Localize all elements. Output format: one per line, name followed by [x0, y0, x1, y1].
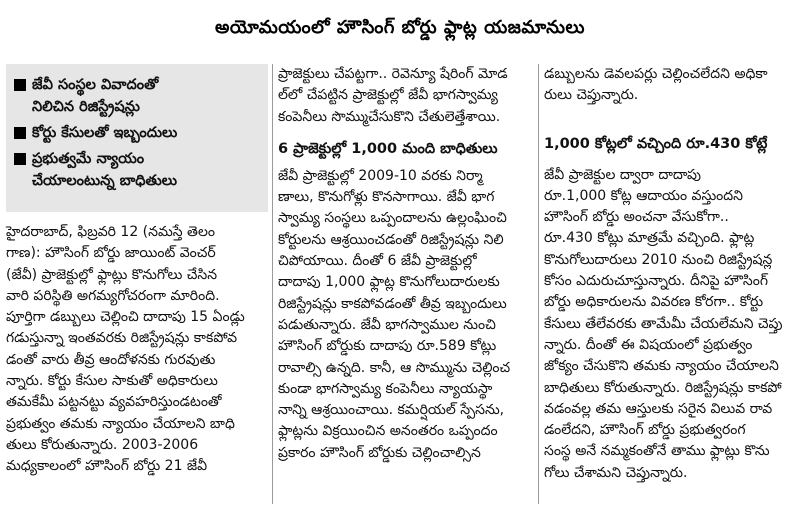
highlight-item: కోర్టు కేసులతో ఇబ్బందులు [6, 120, 268, 146]
article-paragraph: జేవీ ప్రాజెక్టుల ద్వారా దాదాపు రూ.1,000 కోట్ల ఆదాయం వస్తుందని హౌసింగ్ బోర్డు అంచనా వేసుకోగా.. రూ.430 కోట్లు మాత్రమే వచ్చింది. ఫ్లాట్ల కొనుగోలుదారులు 2010 నుంచి రిజిస్ట్రేషన్ల కోసం ఎదురుచూస్తున్నారు. దీనిపై హౌసింగ్ బోర్డు అధికారులను వివరణ కోరగా.. కోర్టు కేసులు తేలేవరకు తామేమీ చేయలేమని చెప్తు న్నారు. దీంతో ఈ విషయంలో ప్రభుత్వం జోక్యం చేసుకొని తమకు న్యాయం చేయాలని బాధితులు కోరుతున్నారు. రిజిస్ట్రేషన్లు కాకపో వడంవల్ల తమ ఆస్తులకు సరైన విలువ రావ డంలేదని, హౌసింగ్ బోర్డు ప్రభుత్వరంగ సంస్థ అనే నమ్మకంతోనే తాము ఫ్లాట్లు కొను గోలు చేశామని చెప్తున్నారు. [544, 166, 783, 481]
article-paragraph: హైదరాబాద్, ఫిబ్రవరి 12 (నమస్తే తెలం గాణ): హౌసింగ్ బోర్డు జాయింట్ వెంచర్ (జేవీ) ప్రాజెక్టుల్లో ఫ్లాట్లు కొనుగోలు చేసిన వారి పరిస్థితి అగమ్యగోచరంగా మారింది. పూర్తిగా డబ్బులు చెల్లించి దాదాపు 15 ఏండ్లు గడుస్తున్నా ఇంతవరకు రిజిస్ట్రేషన్లు కాకపోవ డంతో వారు తీవ్ర ఆందోళనకు గురవుతు న్నారు. కోర్టు కేసుల సాకుతో అధికారులు తమకేమీ పట్టనట్టు వ్యవహరిస్తుండటంతో ప్రభుత్వం తమకు న్యాయం చేయాలని బాధి తులు కోరుతున్నారు. 2003-2006 మధ్యకాలంలో హౌసింగ్ బోర్డు 21 జేవీ [6, 224, 245, 475]
article-column-3 [544, 64, 796, 484]
column-divider [272, 64, 273, 504]
highlights-box [6, 64, 268, 212]
article-headline: అయోమయంలో హౌసింగ్ బోర్డు ఫ్లాట్ల యజమానులు [214, 16, 585, 38]
square-bullet-icon [14, 79, 26, 91]
highlight-item: జేవీ సంస్థల వివాదంతో నిలిచిన రిజిస్ట్రేషన్లు [6, 72, 268, 120]
article-paragraph: ప్రాజెక్టులు చేపట్టగా.. రెవెన్యూ షేరింగ్ మోడ ల్‌లో చేపట్టిన ప్రాజెక్టుల్లో జేవీ భాగస్వామ్య కంపెనీలు సొమ్ముచేసుకొని చేతులెత్తేశాయి. [278, 66, 508, 125]
article-paragraph: జేవీ ప్రాజెక్టుల్లో 2009-10 వరకు నిర్మా ణాలు, కొనుగోళ్లు కొనసాగాయి. జేవీ భాగ స్వామ్య సంస్థలు ఒప్పందాలను ఉల్లంఘించి కోర్టులను ఆశ్రయించడంతో రిజిస్ట్రేషన్లు నిలి చిపోయాయి. దీంతో 6 జేవీ ప్రాజెక్టుల్లో దాదాపు 1,000 ఫ్లాట్ల కొనుగోలుదారులకు రిజిస్ట్రేషన్లు కాకపోవడంతో తీవ్ర ఇబ్బందులు పడుతున్నారు. జేవీ భాగస్వాముల నుంచి హౌసింగ్ బోర్డుకు దాదాపు రూ.589 కోట్లు రావాల్సి ఉన్నది. కానీ, ఆ సొమ్మును చెల్లించ కుండా భాగస్వామ్య కంపెనీలు న్యాయస్థా నాన్ని ఆశ్రయించాయి. కమర్షియల్ స్పేసను, ఫ్లాట్లను విక్రయించిన అనంతరం ఒప్పందం ప్రకారం హౌసింగ్ బోర్డుకు చెల్లించాల్సిన [278, 167, 511, 461]
article-column-2 [278, 64, 532, 464]
square-bullet-icon [14, 127, 26, 139]
section-subheading: 1,000 కోట్లలో వచ్చింది రూ.430 కోట్లే [544, 135, 768, 152]
square-bullet-icon [14, 153, 26, 165]
highlight-item: ప్రభుత్వమే న్యాయం చేయాలంటున్న బాధితులు [6, 146, 268, 194]
article-paragraph: డబ్బులను డెవలపర్లు చెల్లించలేదని అధికా రులు చెప్తున్నారు. [544, 66, 768, 104]
section-subheading: 6 ప్రాజెక్టుల్లో 1,000 మంది బాధితులు [278, 140, 498, 157]
column-divider [538, 64, 539, 504]
